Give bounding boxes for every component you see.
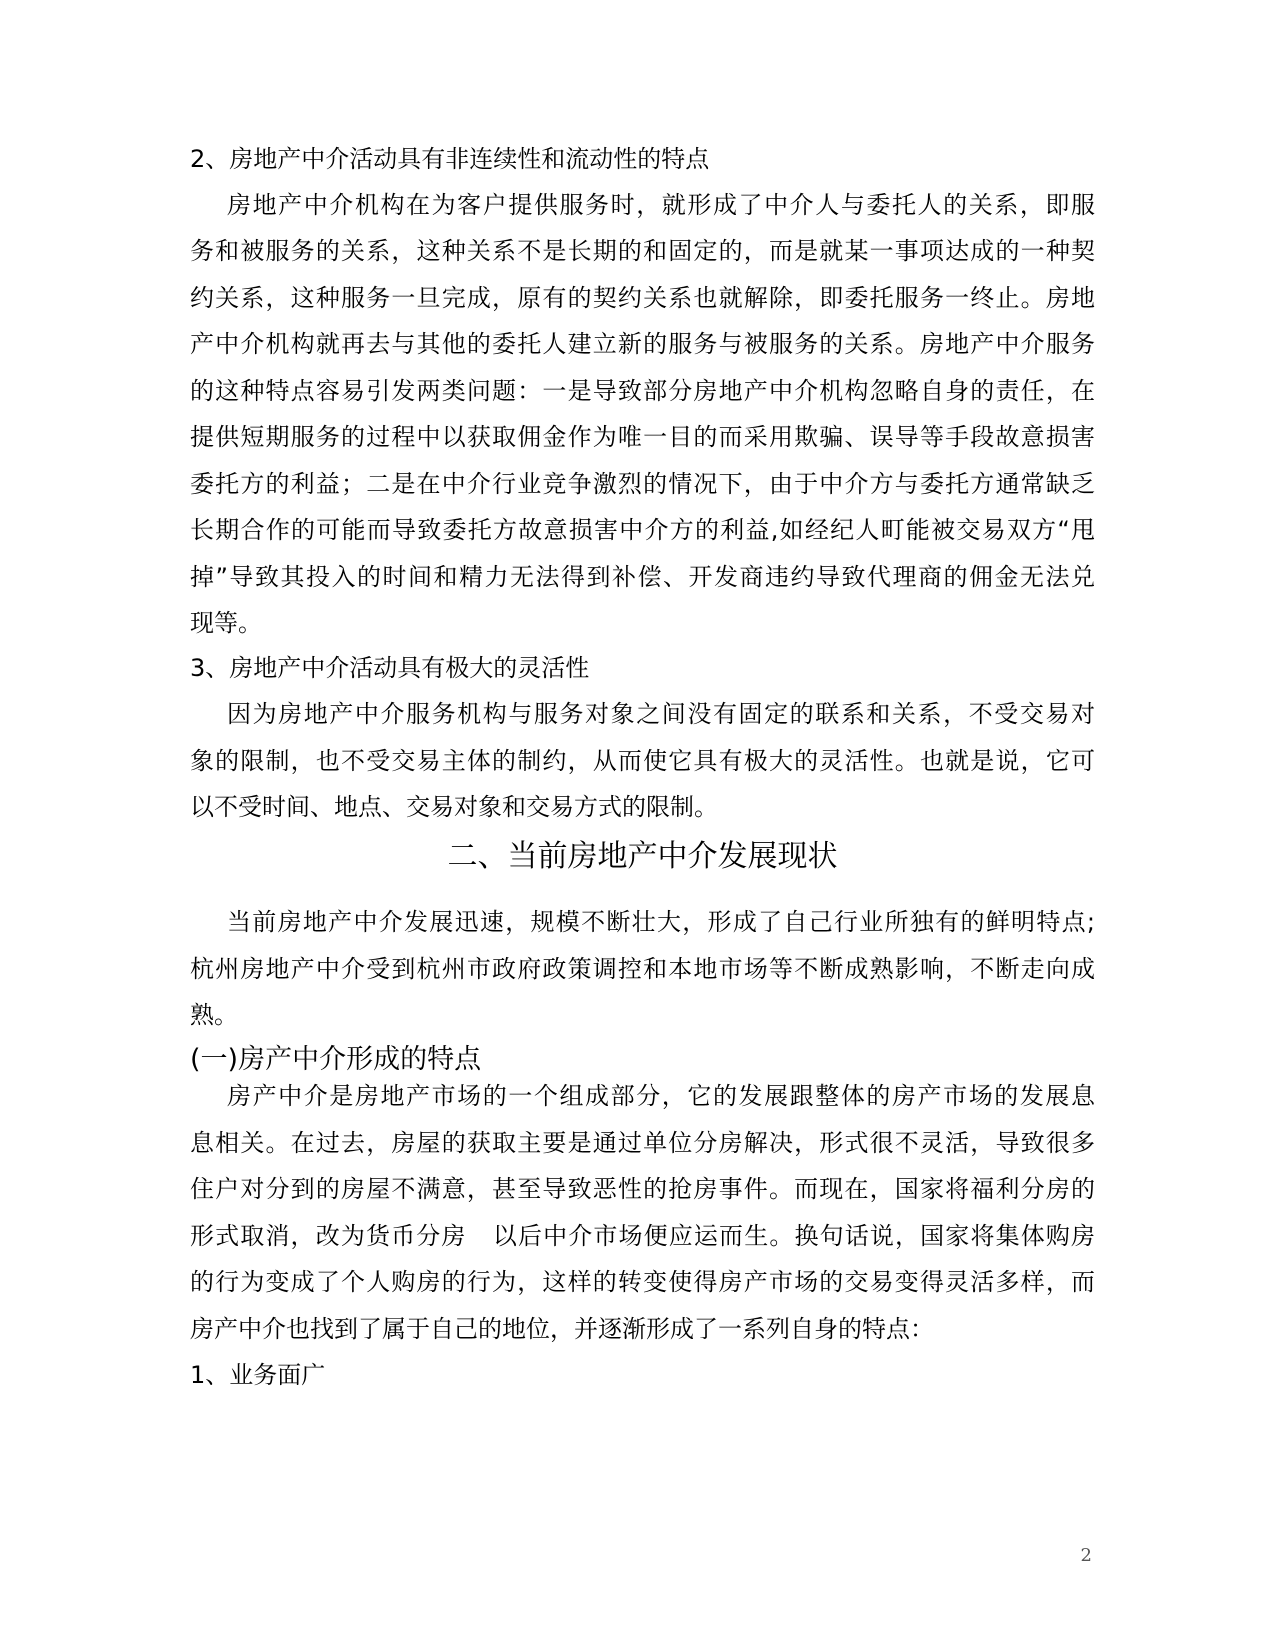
paragraph-line: 的行为变成了个人购房的行为，这样的转变使得房产市场的交易变得灵活多样，而 [190,1268,1095,1296]
paragraph-line: 现等。 [190,609,262,637]
paragraph-line: 长期合作的可能而导致委托方故意损害中介方的利益,如经纪人町能被交易双方“甩 [190,516,1095,544]
paragraph-line: 产中介机构就再去与其他的委托人建立新的服务与被服务的关系。房地产中介服务 [190,330,1095,358]
paragraph-line: 房地产中介机构在为客户提供服务时，就形成了中介人与委托人的关系，即服 [227,191,1095,219]
paragraph-line: 房产中介是房地产市场的一个组成部分，它的发展跟整体的房产市场的发展息 [227,1082,1095,1110]
paragraph-line: 象的限制，也不受交易主体的制约，从而使它具有极大的灵活性。也就是说，它可 [190,747,1095,775]
paragraph-line: 房产中介也找到了属于自己的地位，并逐渐形成了一系列自身的特点： [190,1315,934,1343]
paragraph-line: 提供短期服务的过程中以获取佣金作为唯一目的而采用欺骗、误导等手段故意损害 [190,423,1095,451]
paragraph-line: 掉”导致其投入的时间和精力无法得到补偿、开发商违约导致代理商的佣金无法兑 [190,563,1095,591]
paragraph-line: 熟。 [190,1001,238,1029]
paragraph-line: 形式取消，改为货币分房 以后中介市场便应运而生。换句话说，国家将集体购房 [190,1222,1095,1250]
paragraph-line: 务和被服务的关系，这种关系不是长期的和固定的，而是就某一事项达成的一种契 [190,237,1095,265]
paragraph-line: 以不受时间、地点、交易对象和交易方式的限制。 [190,793,718,821]
paragraph-line: 委托方的利益；二是在中介行业竞争激烈的情况下，由于中介方与委托方通常缺乏 [190,470,1095,498]
page-number: 2 [1080,1545,1092,1566]
section-heading-3: 3、房地产中介活动具有极大的灵活性 [190,654,590,682]
paragraph-line: 息相关。在过去，房屋的获取主要是通过单位分房解决，形式很不灵活，导致很多 [190,1129,1095,1157]
paragraph-line: 因为房地产中介服务机构与服务对象之间没有固定的联系和关系，不受交易对 [227,700,1095,728]
subsection-title: (一)房产中介形成的特点 [190,1044,482,1075]
chapter-title: 二、当前房地产中介发展现状 [447,839,838,874]
paragraph-line: 住户对分到的房屋不满意，甚至导致恶性的抢房事件。而现在，国家将福利分房的 [190,1175,1095,1203]
item-heading: 1、业务面广 [190,1361,326,1389]
section-heading-2: 2、房地产中介活动具有非连续性和流动性的特点 [190,145,710,173]
paragraph-line: 杭州房地产中介受到杭州市政府政策调控和本地市场等不断成熟影响，不断走向成 [190,955,1095,983]
paragraph-line: 当前房地产中介发展迅速，规模不断壮大，形成了自己行业所独有的鲜明特点; [227,908,1095,936]
paragraph-line: 约关系，这种服务一旦完成，原有的契约关系也就解除，即委托服务一终止。房地 [190,284,1095,312]
paragraph-line: 的这种特点容易引发两类问题：一是导致部分房地产中介机构忽略自身的责任，在 [190,377,1095,405]
